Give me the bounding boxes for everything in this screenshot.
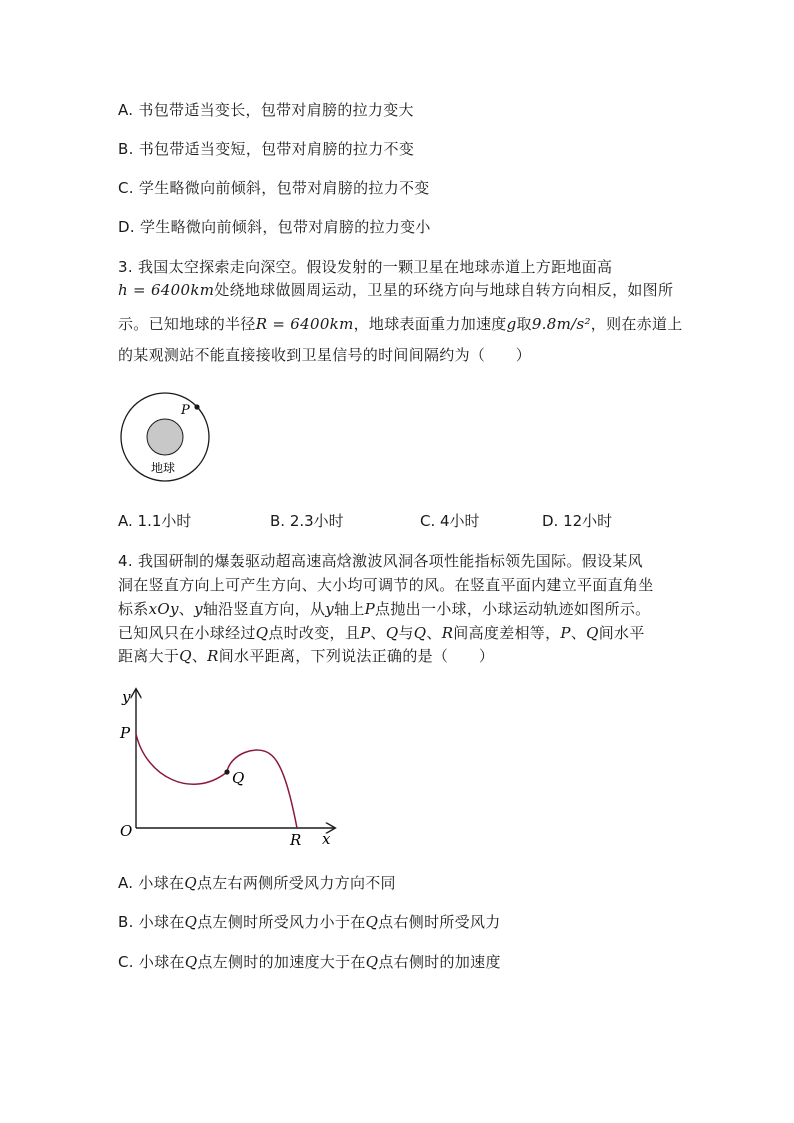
y-axis-label: y [122, 688, 131, 706]
q2-option-b: B. 书包带适当变短，包带对肩膀的拉力不变 [118, 140, 415, 158]
q4-stem-line2: 洞在竖直方向上可产生方向、大小均可调节的风。在竖直平面内建立平面直角坐 [118, 576, 654, 594]
q4-stem-line3: 标系xOy、y轴沿竖直方向，从y轴上P点抛出一小球，小球运动轨迹如图所示。 [118, 600, 651, 618]
x-axis-label: x [322, 830, 331, 848]
point-p-label: P [120, 724, 131, 742]
q3-orbit-figure [118, 390, 218, 485]
q3-stem-line1: 3. 我国太空探索走向深空。假设发射的一颗卫星在地球赤道上方距地面高 [118, 258, 613, 276]
q3-option-c: C. 4小时 [420, 512, 480, 530]
q3-stem-line4: 的某观测站不能直接接收到卫星信号的时间间隔约为（ ） [118, 346, 532, 364]
q4-option-c: C. 小球在Q点左侧时的加速度大于在Q点右侧时的加速度 [118, 953, 501, 971]
q4-stem-line4: 已知风只在小球经过Q点时改变，且P、Q与Q、R间高度差相等，P、Q间水平 [118, 624, 645, 642]
origin-label: O [120, 822, 133, 840]
q4-trajectory-figure [112, 682, 352, 852]
point-q-label: Q [232, 769, 245, 787]
q2-option-c: C. 学生略微向前倾斜，包带对肩膀的拉力不变 [118, 179, 430, 197]
q3-option-a: A. 1.1小时 [118, 512, 192, 530]
q2-option-d: D. 学生略微向前倾斜，包带对肩膀的拉力变小 [118, 218, 431, 236]
q3-stem-line2: h = 6400km处绕地球做圆周运动，卫星的环绕方向与地球自转方向相反，如图所 [118, 281, 674, 299]
q4-stem-line1: 4. 我国研制的爆轰驱动超高速高焓激波风洞各项性能指标领先国际。假设某风 [118, 552, 643, 570]
q2-option-a: A. 书包带适当变长，包带对肩膀的拉力变大 [118, 101, 414, 119]
q3-gravity-value: 9.8m/s² [531, 315, 591, 333]
earth-circle [147, 419, 183, 455]
point-r-label: R [290, 831, 302, 849]
q3-radius-value: R = 6400km [255, 315, 354, 333]
trajectory-curve [136, 734, 297, 828]
q3-height-value: h = 6400km [118, 281, 215, 299]
q3-options [118, 510, 678, 532]
q4-option-a: A. 小球在Q点左右两侧所受风力方向不同 [118, 874, 396, 892]
q4-option-b: B. 小球在Q点左侧时所受风力小于在Q点右侧时所受风力 [118, 913, 501, 931]
q3-option-b: B. 2.3小时 [270, 512, 344, 530]
satellite-dot [194, 404, 199, 409]
earth-label: 地球 [151, 461, 176, 475]
q4-stem-line5: 距离大于Q、R间水平距离，下列说法正确的是（ ） [118, 647, 495, 665]
q3-option-d: D. 12小时 [542, 512, 613, 530]
satellite-label: P [181, 403, 190, 418]
point-q-dot [224, 769, 229, 774]
q3-stem-line3: 示。已知地球的半径R = 6400km，地球表面重力加速度g取9.8m/s²，则在赤道上 [118, 315, 683, 333]
